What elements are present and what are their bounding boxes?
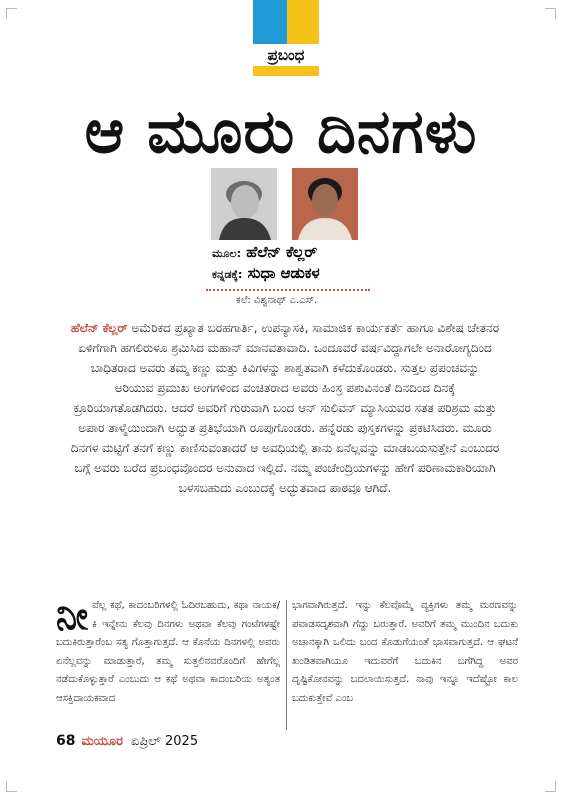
original-label: ಮೂಲ:: [212, 247, 242, 260]
translator-photo: [292, 168, 358, 240]
author-photo: [211, 168, 277, 240]
body-column-left: [56, 594, 280, 708]
credit-divider: [206, 289, 370, 291]
logo-yellow-block: [287, 0, 319, 44]
section-logo: [253, 0, 319, 76]
intro-text: ಅಮೆರಿಕದ ಪ್ರಖ್ಯಾತ ಬರಹಗಾರ್ತಿ, ಉಪನ್ಯಾಸಕಿ, ಸಾಮಾಜಿಕ ಕಾರ್ಯಕರ್ತೆ ಹಾಗೂ ವಿಶೇಷ ಚೇತನರ ಏಳಿಗೆಗಾಗಿ ಹಗಲಿರುಳೂ ಶ್ರಮಿಸಿದ ಮಹಾನ್ ಮಾನವತಾವಾದಿ. ಒಂದೂವರೆ ವರ್ಷವಿದ್ದಾಗಲೇ ಅನಾರೋಗ್ಯದಿಂದ ಬಾಧಿತರಾದ ಅವರು ತಮ್ಮ ಕಣ್ಣು ಮತ್ತು ಕಿವಿಗಳನ್ನು ಶಾಶ್ವತವಾಗಿ ಕಳೆದುಕೊಂಡರು. ಸುತ್ತಲ ಪ್ರಪಂಚವನ್ನು ಅರಿಯುವ ಪ್ರಮುಖ ಅಂಗಗಳಿಂದ ವಂಚಿತರಾದ ಅವರು ಹಿಂಸ್ರ ಪಶುವಿನಂತೆ ದಿನದಿಂದ ದಿನಕ್ಕೆ ಕ್ರೂರಿಯಾಗತೊಡಗಿದರು. ಆದರೆ ಅವರಿಗೆ ಗುರುವಾಗಿ ಬಂದ ಆನ್ ಸುಲಿವನ್ ಮ್ಯಾಸಿಯವರ ಸತತ ಪರಿಶ್ರಮ ಮತ್ತು ಅಪಾರ ತಾಳ್ಮೆಯಿಂದಾಗಿ ಅದ್ಭುತ ಪ್ರತಿಭೆಯಾಗಿ ರೂಪುಗೊಂಡರು. ಹನ್ನೆರಡು ಪುಸ್ತಕಗಳನ್ನು ಪ್ರಕಟಿಸಿದರು. ಮೂರು ದಿನಗಳ ಮಟ್ಟಿಗೆ ತನಗೆ ಕಣ್ಣು ಕಾಣಿಸುವಂತಾದರೆ ಆ ಅವಧಿಯಲ್ಲಿ ತಾನು ಏನೆಲ್ಲವನ್ನು ಮಾಡಬಯಸುತ್ತೇನೆ ಎಂಬುದರ ಬಗ್ಗೆ ಅವರು ಬರೆದ ಪ್ರಬಂಧವೊಂದರ ಅನುವಾದ ಇಲ್ಲಿದೆ. ನಮ್ಮ ಪಂಚೇಂದ್ರಿಯಗಳನ್ನು ಹೇಗೆ ಪರಿಣಾಮಕಾರಿಯಾಗಿ ಬಳಸಬಹುದು ಎಂಬುದಕ್ಕೆ ಅದ್ಭುತವಾದ ಪಾಠವೂ ಆಗಿದೆ.: [70, 321, 500, 495]
translator-credit: [212, 264, 412, 282]
section-label: ಪ್ರಬಂಧ: [267, 46, 305, 64]
original-author-name: ಹೆಲೆನ್ ಕೆಲ್ಲರ್: [246, 243, 318, 261]
page-footer: [56, 733, 198, 749]
intro-highlight: ಹೆಲೆನ್ ಕೆಲ್ಲರ್: [70, 321, 128, 335]
article-headline: ಆ ಮೂರು ದಿನಗಳು: [84, 97, 478, 167]
body-column-right: [292, 597, 518, 708]
left-column-text: ವೆಲ್ಲ ಕಥೆ, ಕಾದಂಬರಿಗಳಲ್ಲಿ ಓದಿರಬಹುದು, ಕಥಾ ನಾಯಕ/ಕಿ ಇನ್ನೇನು ಕೆಲವು ದಿನಗಳು ಅಥವಾ ಕೆಲವು ಗಂಟೆಗಳಷ್ಟೇ ಬದುಕಿರುತ್ತಾರೆಂಬ ಸತ್ಯ ಗೊತ್ತಾಗುತ್ತದೆ. ಆ ಕೊನೆಯ ದಿನಗಳಲ್ಲಿ ಅವರು ಏನೆಲ್ಲವನ್ನು ಮಾಡುತ್ತಾರೆ, ತಮ್ಮ ಸುತ್ತಲಿನವರೊಂದಿಗೆ ಹೇಗೆಲ್ಲ ನಡೆದುಕೊಳ್ಳುತ್ತಾರೆ ಎಂಬುದು ಆ ಕಥೆ ಅಥವಾ ಕಾದಂಬರಿಯ ಅತ್ಯಂತ ಆಸಕ್ತಿದಾಯಕವಾದ: [56, 600, 280, 704]
translator-label: ಕನ್ನಡಕ್ಕೆ:: [212, 268, 243, 281]
right-column-text: ಭಾಗವಾಗಿರುತ್ತದೆ. ಇನ್ನು ಕೆಲವೊಮ್ಮೆ ವ್ಯಕ್ತಿಗಳು ತಮ್ಮ ಮರಣವನ್ನು ಪವಾಡಸದೃಶವಾಗಿ ಗೆದ್ದು ಬರುತ್ತಾರೆ. ಅವರಿಗೆ ತಮ್ಮ ಮುಂದಿನ ಬದುಕು ಅಚಾನಕ್ಕಾಗಿ ಒಲಿದು ಬಂದ ಕೊಡುಗೆಯಂತೆ ಭಾಸವಾಗುತ್ತದೆ. ಆ ಘಟನೆ ಖಂಡಿತವಾಗಿಯೂ ಇದುವರೆಗೆ ಬದುಕಿನ ಬಗೆಗಿದ್ದ ಅವರ ದೃಷ್ಟಿಕೋನವನ್ನು ಬದಲಾಯಿಸುತ್ತದೆ. ನಾವು ಇನ್ನೂ ಇದೆಷ್ಟೋ ಕಾಲ ಬದುಕುತ್ತೇವೆ ಎಂಬ: [292, 600, 518, 704]
art-credit: ಕಲೆ: ವಿಶ್ವನಾಥ್ ಎ.ಎಸ್.: [236, 295, 318, 306]
crop-mark-bottom-left: [6, 781, 17, 792]
logo-yellow-strip: [253, 66, 319, 76]
intro-paragraph: [70, 318, 500, 498]
logo-blue-block: [253, 0, 287, 44]
crop-mark-top-right: [545, 8, 556, 19]
magazine-name: ಮಯೂರ: [81, 734, 123, 749]
issue-date: ಏಪ್ರಿಲ್ 2025: [130, 734, 199, 749]
crop-mark-top-left: [6, 8, 17, 19]
drop-cap: ನೀ: [56, 594, 89, 638]
page-number: 68: [56, 733, 76, 749]
original-author-credit: [212, 243, 412, 261]
column-divider: [286, 600, 287, 730]
crop-mark-bottom-right: [545, 781, 556, 792]
translator-name: ಸುಧಾ ಆಡುಕಳ: [247, 264, 320, 282]
